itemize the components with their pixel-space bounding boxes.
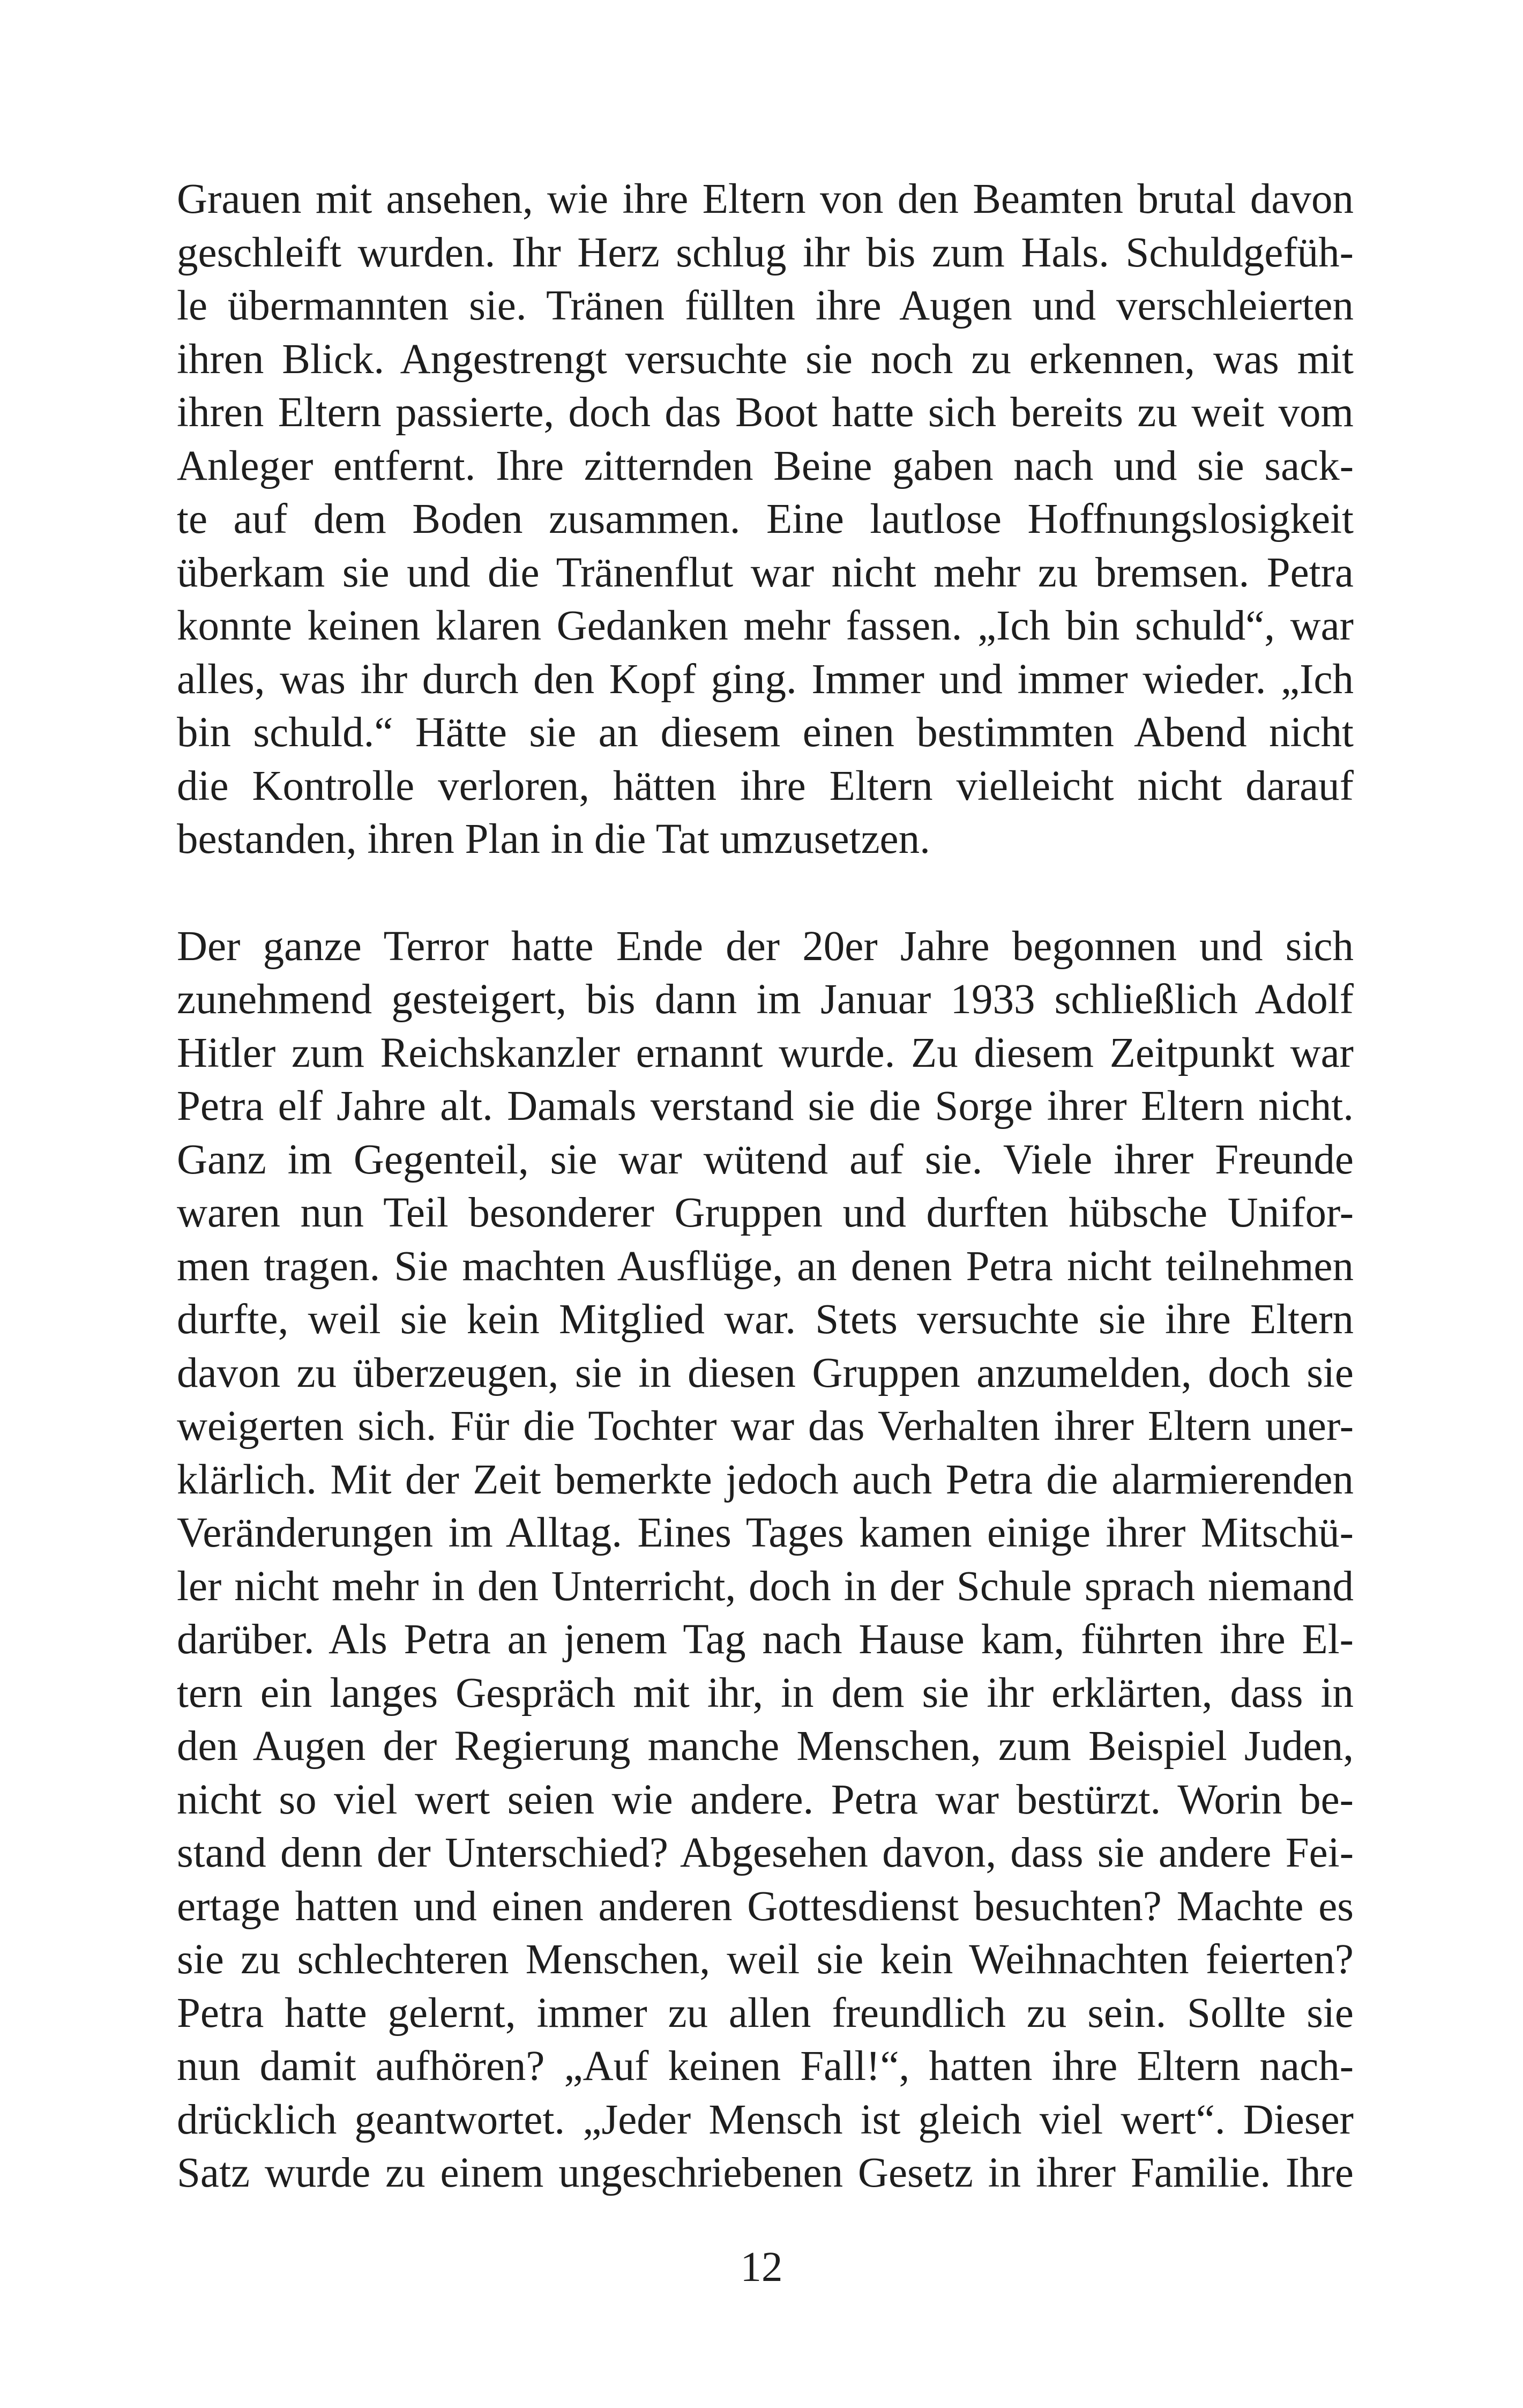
text-line: klärlich. Mit der Zeit bemerkte jedoch auch Petra die alarmierenden [177, 1456, 1354, 1503]
text-line: tern ein langes Gespräch mit ihr, in dem sie ihr erklärten, dass in [177, 1669, 1354, 1716]
text-line: den Augen der Regierung manche Menschen, zum Beispiel Juden, [177, 1723, 1354, 1770]
text-line: drücklich geantwortet. „Jeder Mensch ist gleich viel wert“. Dieser [177, 2096, 1354, 2143]
text-line: men tragen. Sie machten Ausflüge, an denen Petra nicht teilnehmen [177, 1243, 1354, 1290]
text-line: weigerten sich. Für die Tochter war das Verhalten ihrer Eltern uner- [177, 1403, 1354, 1450]
text-line: ler nicht mehr in den Unterricht, doch in der Schule sprach niemand [177, 1563, 1354, 1610]
text-line: alles, was ihr durch den Kopf ging. Immer und immer wieder. „Ich [177, 656, 1354, 703]
text-line: durfte, weil sie kein Mitglied war. Stets versuchte sie ihre Eltern [177, 1296, 1354, 1343]
text-line: darüber. Als Petra an jenem Tag nach Hause kam, führten ihre El- [177, 1616, 1354, 1663]
text-line: ertage hatten und einen anderen Gottesdienst besuchten? Machte es [177, 1883, 1354, 1930]
text-line: Grauen mit ansehen, wie ihre Eltern von den Beamten brutal davon [177, 176, 1354, 222]
text-line: zunehmend gesteigert, bis dann im Januar 1933 schließlich Adolf [177, 976, 1354, 1023]
text-line: Petra elf Jahre alt. Damals verstand sie die Sorge ihrer Eltern nicht. [177, 1083, 1354, 1129]
paragraph-spacer [177, 866, 1354, 920]
text-line: waren nun Teil besonderer Gruppen und durften hübsche Unifor- [177, 1190, 1354, 1236]
text-line: Anleger entfernt. Ihre zitternden Beine gaben nach und sie sack- [177, 442, 1354, 489]
text-line: davon zu überzeugen, sie in diesen Gruppen anzumelden, doch sie [177, 1349, 1354, 1396]
text-line: nun damit aufhören? „Auf keinen Fall!“, hatten ihre Eltern nach- [177, 2043, 1354, 2090]
text-line: Ganz im Gegenteil, sie war wütend auf sie. Viele ihrer Freunde [177, 1136, 1354, 1183]
text-line: te auf dem Boden zusammen. Eine lautlose Hoffnungslosigkeit [177, 496, 1354, 542]
text-line: ihren Eltern passierte, doch das Boot hatte sich bereits zu weit vom [177, 389, 1354, 436]
paragraph-1 [177, 173, 1354, 866]
text-line: le übermannten sie. Tränen füllten ihre Augen und verschleierten [177, 283, 1354, 329]
text-line: ihren Blick. Angestrengt versuchte sie noch zu erkennen, was mit [177, 336, 1354, 383]
text-line: überkam sie und die Tränenflut war nicht mehr zu bremsen. Petra [177, 549, 1354, 596]
body-text [177, 173, 1354, 2200]
paragraph-2 [177, 920, 1354, 2200]
text-line: bin schuld.“ Hätte sie an diesem einen bestimmten Abend nicht [177, 709, 1354, 756]
text-line: Petra hatte gelernt, immer zu allen freundlich zu sein. Sollte sie [177, 1989, 1354, 2037]
text-line: stand denn der Unterschied? Abgesehen davon, dass sie andere Fei- [177, 1830, 1354, 1876]
text-line: bestanden, ihren Plan in die Tat umzusetzen. [177, 816, 930, 863]
text-line: Satz wurde zu einem ungeschriebenen Gesetz in ihrer Familie. Ihre [177, 2150, 1354, 2196]
text-line: Der ganze Terror hatte Ende der 20er Jahre begonnen und sich [177, 923, 1354, 970]
text-line: sie zu schlechteren Menschen, weil sie kein Weihnachten feierten? [177, 1936, 1354, 1983]
text-line: Hitler zum Reichskanzler ernannt wurde. Zu diesem Zeitpunkt war [177, 1029, 1354, 1076]
text-line: Veränderungen im Alltag. Eines Tages kamen einige ihrer Mitschü- [177, 1510, 1354, 1556]
text-line: nicht so viel wert seien wie andere. Petra war bestürzt. Worin be- [177, 1776, 1354, 1823]
text-line: geschleift wurden. Ihr Herz schlug ihr bis zum Hals. Schuldgefüh- [177, 229, 1354, 276]
text-line: konnte keinen klaren Gedanken mehr fassen. „Ich bin schuld“, war [177, 603, 1354, 649]
page-number: 12 [740, 2244, 783, 2291]
text-line: die Kontrolle verloren, hätten ihre Eltern vielleicht nicht darauf [177, 762, 1354, 809]
